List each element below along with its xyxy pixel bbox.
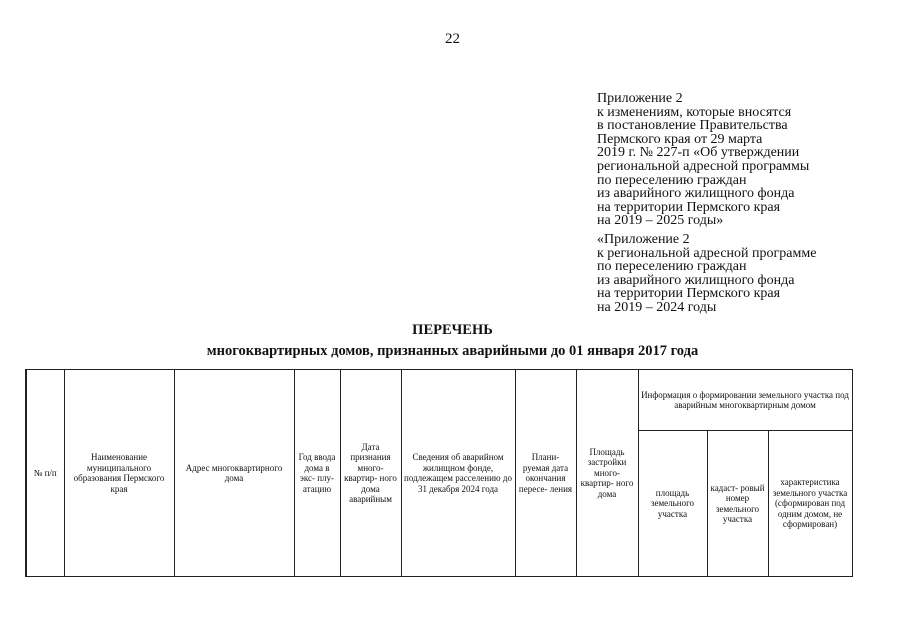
page-number: 22 [445,31,460,47]
column-header-land-area: площадь земельного участка [638,431,707,577]
column-header-cadastral-number: кадаст- ровый номер земельного участка [707,431,768,577]
column-header-address: Адрес многоквартирного дома [174,370,294,577]
annex-line: из аварийного жилищного фонда [597,272,795,288]
column-header-land-status: характеристика земельного участка (сформирован под одним домом, не сформирован) [768,431,852,577]
document-title: ПЕРЕЧЕНЬ [412,322,493,338]
annex-line: на территории Пермского края [597,199,781,215]
annex-line: на 2019 – 2024 годы [597,299,717,315]
column-header-building-area: Площадь застройки много- квартир- ного дома [576,370,638,577]
column-header-number: № п/п [26,370,64,577]
annex-line: на 2019 – 2025 годы» [597,213,724,229]
annex-line: к изменениям, которые вносятся [597,104,792,120]
column-header-municipality: Наименование муниципального образования Пермского края [64,370,174,577]
annex-line: к региональной адресной программе [597,245,817,261]
annex-line: по переселению граждан [597,259,747,275]
annex-line: 2019 г. № 227-п «Об утверждении [597,145,800,161]
annex-line: региональной адресной программы [597,158,810,174]
annex-line: Приложение 2 [597,91,683,106]
annex-line: по переселению граждан [597,172,747,188]
column-group-land-plot: Информация о формировании земельного участка под аварийным многоквартирным домом [638,370,852,431]
annex-heading-top [597,92,809,228]
column-header-commissioning-year: Год ввода дома в экс- плу- атацию [294,370,340,577]
annex-heading-bottom [597,233,816,315]
annex-line: на территории Пермского края [597,286,781,302]
column-header-planned-date: Плани- руемая дата окончания пересе- ления [515,370,576,577]
column-header-fund-info: Сведения об аварийном жилищном фонде, подлежащем расселению до 31 декабря 2024 года [401,370,515,577]
column-header-emergency-date: Дата признания много- квартир- ного дома аварийным [340,370,401,577]
annex-line: из аварийного жилищного фонда [597,186,795,202]
annex-line: Пермского края от 29 марта [597,131,763,147]
annex-line: в постановление Правительства [597,118,788,134]
document-subtitle: многоквартирных домов, признанных аварийными до 01 января 2017 года [206,343,699,359]
register-table [25,369,853,577]
annex-line: «Приложение 2 [597,232,690,247]
